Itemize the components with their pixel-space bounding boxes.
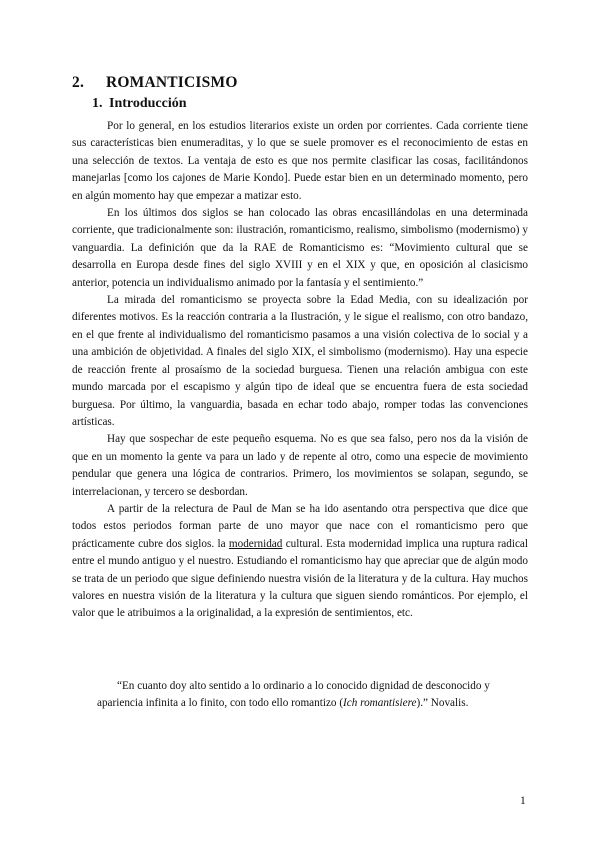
quote-part: ).” Novalis. bbox=[416, 697, 469, 710]
paragraph: La mirada del romanticismo se proyecta sobre la Edad Media, con su idealización por diferentes motivos. Es la reacción contraria a la Ilustración, y le sigue el realismo, con otro bandazo, en el que frente al individualismo del romanticismo pasamos a una visión colectiva de lo social y a una ambición de objetividad. A finales del siglo XIX, el simbolismo (modernismo). Hay una especie de reacción frente al prosaísmo de la sociedad burguesa. Tienen una relación ambigua con este mundo marcada por el escapismo y algún tipo de ideal que se encuentra fuera de esta sociedad burguesa. Por último, la vanguardia, basada en echar todo abajo, romper todas las convenciones artísticas. bbox=[72, 294, 528, 428]
chapter-title: ROMANTICISMO bbox=[106, 74, 238, 91]
paragraph: Por lo general, en los estudios literarios existe un orden por corrientes. Cada corriente tiene sus características bien enumeraditas, y lo que se suele promover es el reconocimiento de estas en una selección de textos. La ventaja de esto es que nos permite clasificar las cosas, facilitándonos manejarlas [como los cajones de Marie Kondo]. Puede estar bien en un determinado momento, pero en algún momento hay que empezar a matizar esto. bbox=[72, 120, 528, 202]
paragraph-part: cultural. Esta modernidad implica una ruptura radical entre el mundo antiguo y el nuestro. Estudiando el romanticismo hay que apreciar que de algún modo se trata de un periodo que sigue definiendo nuestra visión de la literatura y de la cultura. Hay muchos valores en nuestra visión de la literatura y la cultura que siguen siendo románticos. Por ejemplo, el valor que le atribuimos a la originalidad, a la expresión de sentimientos, etc. bbox=[72, 537, 528, 620]
paragraph: Hay que sospechar de este pequeño esquema. No es que sea falso, pero nos da la visión de que en un momento la gente va para un lado y de repente al otro, como una especie de movimiento pendular que genera una lógica de contrarios. Primero, los movimientos se solapan, segundo, se interrelacionan, y tercero se desbordan. bbox=[72, 433, 528, 498]
novalis-quote bbox=[97, 678, 527, 713]
body-text bbox=[72, 118, 528, 623]
quote-italic: Ich romantisiere bbox=[343, 697, 417, 710]
section-title: Introducción bbox=[109, 96, 187, 111]
underlined-term: modernidad bbox=[228, 537, 283, 550]
paragraph-modernidad bbox=[72, 501, 528, 623]
chapter-heading bbox=[72, 74, 238, 92]
paragraph-part: A partir de la relectura de Paul de Man se ha ido asentando otra perspectiva que dice que todos estos periodos forman parte de uno mayor que nace con el romanticismo pero que prácticamente cubre dos siglos. la bbox=[72, 502, 528, 550]
section-number: 1. bbox=[92, 96, 103, 111]
section-heading bbox=[92, 96, 187, 112]
page-number: 1 bbox=[520, 795, 526, 807]
quote-part: “En cuanto doy alto sentido a lo ordinario a lo conocido dignidad de desconocido y apariencia infinita a lo finito, con todo ello romantizo ( bbox=[97, 680, 490, 710]
paragraph: En los últimos dos siglos se han colocado las obras encasillándolas en una determinada corriente, que tradicionalmente son: ilustración, romanticismo, realismo, simbolismo (modernismo) y vanguardia. La definición que da la RAE de Romanticismo es: “Movimiento cultural que se desarrolla en Europa desde fines del siglo XVIII y en el XIX y que, en oposición al clasicismo anterior, potencia un individualismo animado por la fantasía y el sentimiento.” bbox=[72, 207, 528, 289]
chapter-number: 2. bbox=[72, 74, 85, 91]
